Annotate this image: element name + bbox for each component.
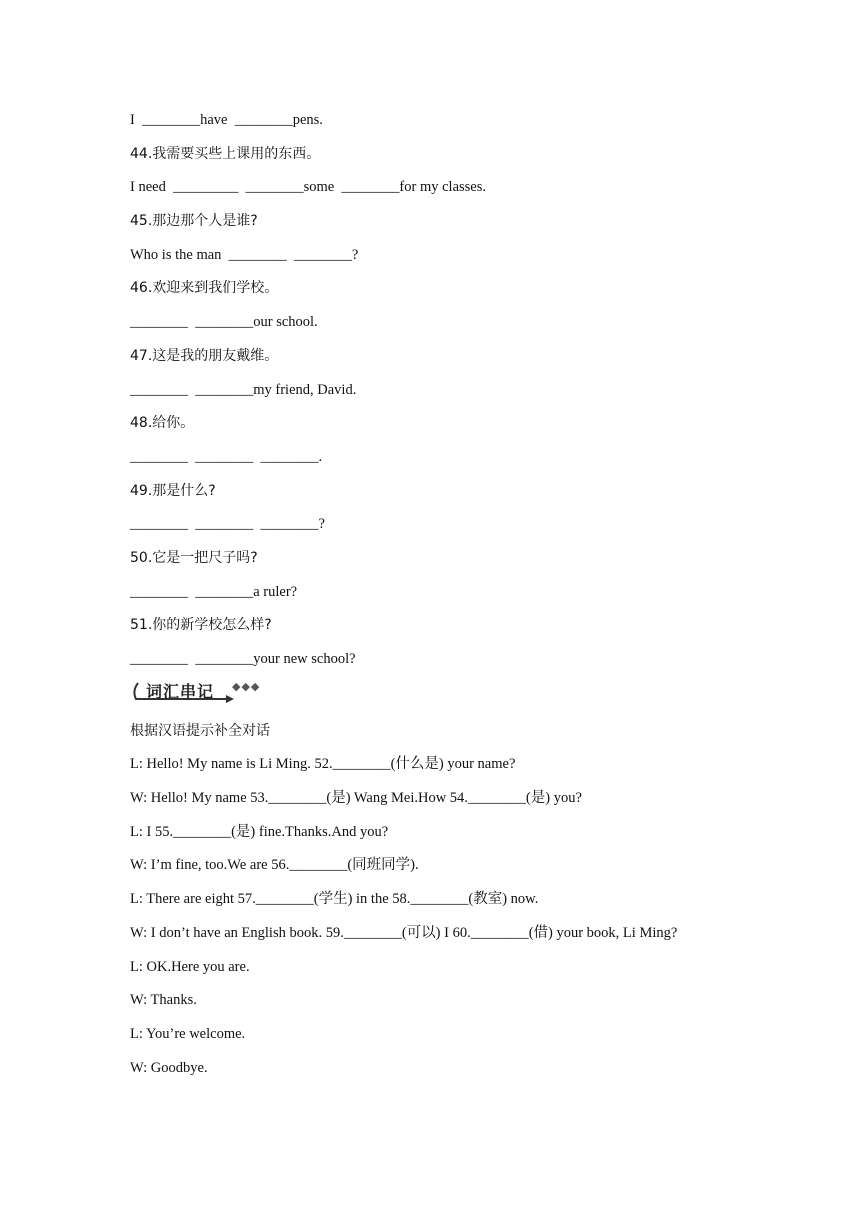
dialogue-line: W: Goodbye.	[130, 1059, 208, 1076]
dialogue-instructions: 根据汉语提示补全对话	[130, 722, 270, 739]
exercise-44-answer: I need _________ ________some ________for my classes.	[130, 179, 487, 196]
exercise-46-prompt: 46.欢迎来到我们学校。	[130, 280, 279, 297]
exercise-45-prompt: 45.那边那个人是谁?	[130, 213, 258, 230]
dialogue-line: L: You’re welcome.	[130, 1025, 246, 1042]
dialogue-line: L: I 55.________(是) fine.Thanks.And you?	[130, 823, 389, 840]
exercise-50-prompt: 50.它是一把尺子吗?	[130, 549, 258, 566]
dialogue-line: W: Hello! My name 53.________(是) Wang Mei.How 54.________(是) you?	[130, 790, 582, 807]
exercise-47-answer: ________ ________my friend, David.	[130, 381, 357, 398]
section-header-vocabulary	[130, 677, 750, 711]
exercise-48-answer: ________ ________ ________.	[130, 448, 323, 465]
dialogue-line: L: Hello! My name is Li Ming. 52.________(什么是) your name?	[130, 756, 516, 773]
dialogue-line: W: Thanks.	[130, 992, 197, 1009]
exercise-48-prompt: 48.给你。	[130, 415, 195, 432]
worksheet-page	[130, 110, 750, 1091]
section-title: 词汇串记	[146, 681, 215, 701]
exercise-51-prompt: 51.你的新学校怎么样?	[130, 617, 272, 634]
exercise-46-answer: ________ ________our school.	[130, 314, 318, 331]
exercise-44-prompt: 44.我需要买些上课用的东西。	[130, 145, 321, 162]
dialogue-line: W: I don’t have an English book. 59.________(可以) I 60.________(借) your book, Li Ming?	[130, 924, 678, 941]
diamond-decoration-icon: ◆◆◆	[232, 680, 261, 693]
exercise-47-prompt: 47.这是我的朋友戴维。	[130, 347, 279, 364]
exercise-line-43-answer: I ________have ________pens.	[130, 112, 323, 128]
dialogue-line: L: There are eight 57.________(学生) in the 58.________(教室) now.	[130, 891, 539, 908]
exercise-45-answer: Who is the man ________ ________?	[130, 246, 359, 263]
exercise-51-answer: ________ ________your new school?	[130, 651, 356, 667]
exercise-50-answer: ________ ________a ruler?	[130, 583, 298, 600]
dialogue-line: L: OK.Here you are.	[130, 958, 250, 975]
exercise-49-prompt: 49.那是什么?	[130, 482, 216, 499]
exercise-49-answer: ________ ________ ________?	[130, 516, 325, 533]
dialogue-line: W: I’m fine, too.We are 56.________(同班同学).	[130, 857, 419, 874]
